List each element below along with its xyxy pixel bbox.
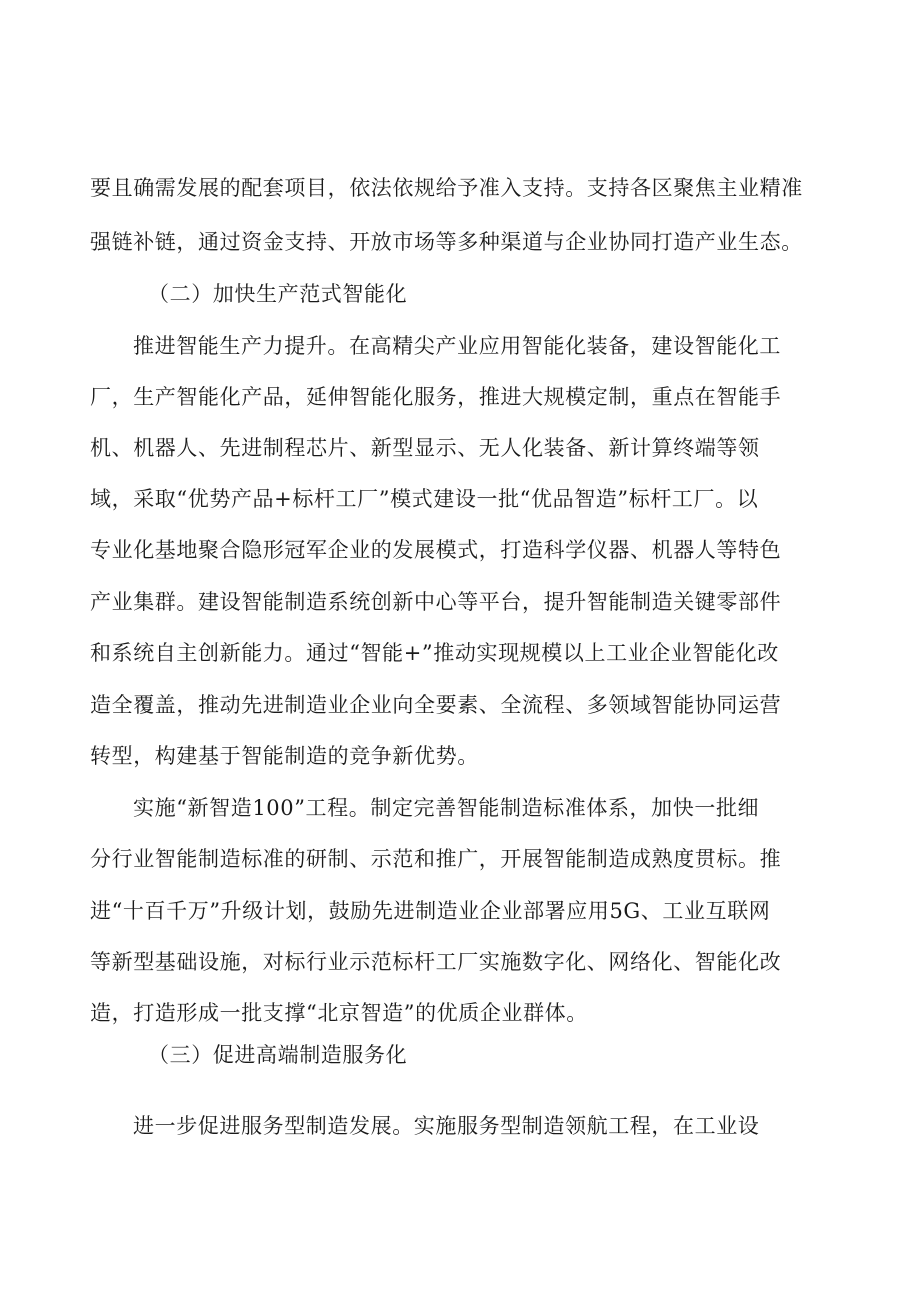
paragraph-line: 进“十百千万”升级计划，鼓励先进制造业企业部署应用5G、工业互联网 [90,899,771,923]
paragraph-line: 厂，生产智能化产品，延伸智能化服务，推进大规模定制，重点在智能手 [90,385,782,409]
section-heading: （三）促进高端制造服务化 [148,1043,408,1067]
paragraph-line: 产业集群。建设智能制造系统创新中心等平台，提升智能制造关键零部件 [90,590,782,614]
paragraph-line: 和系统自主创新能力。通过“智能+”推动实现规模以上工业企业智能化改 [90,641,779,665]
paragraph-line: 强链补链，通过资金支持、开放市场等多种渠道与企业协同打造产业生态。 [90,230,803,254]
paragraph-line: 实施“新智造100”工程。制定完善智能制造标准体系，加快一批细 [133,796,760,820]
paragraph-line: 分行业智能制造标准的研制、示范和推广，开展智能制造成熟度贯标。推 [90,847,782,871]
paragraph-line: 等新型基础设施，对标行业示范标杆工厂实施数字化、网络化、智能化改 [90,950,782,974]
paragraph-line: 要且确需发展的配套项目，依法依规给予准入支持。支持各区聚焦主业精准 [90,176,803,200]
paragraph-line: 造全覆盖，推动先进制造业企业向全要素、全流程、多领域智能协同运营 [90,693,782,717]
paragraph-line: 专业化基地聚合隐形冠军企业的发展模式，打造科学仪器、机器人等特色 [90,538,782,562]
section-heading: （二）加快生产范式智能化 [148,282,408,306]
paragraph-line: 造，打造形成一批支撑“北京智造”的优质企业群体。 [90,1001,588,1025]
paragraph-line: 域，采取“优势产品+标杆工厂”模式建设一批“优品智造”标杆工厂。以 [90,487,759,511]
paragraph-line: 机、机器人、先进制程芯片、新型显示、无人化装备、新计算终端等领 [90,436,760,460]
paragraph-line: 推进智能生产力提升。在高精尖产业应用智能化装备，建设智能化工 [133,334,781,358]
paragraph-line: 进一步促进服务型制造发展。实施服务型制造领航工程，在工业设 [133,1114,760,1138]
paragraph-line: 转型，构建基于智能制造的竞争新优势。 [90,744,479,768]
